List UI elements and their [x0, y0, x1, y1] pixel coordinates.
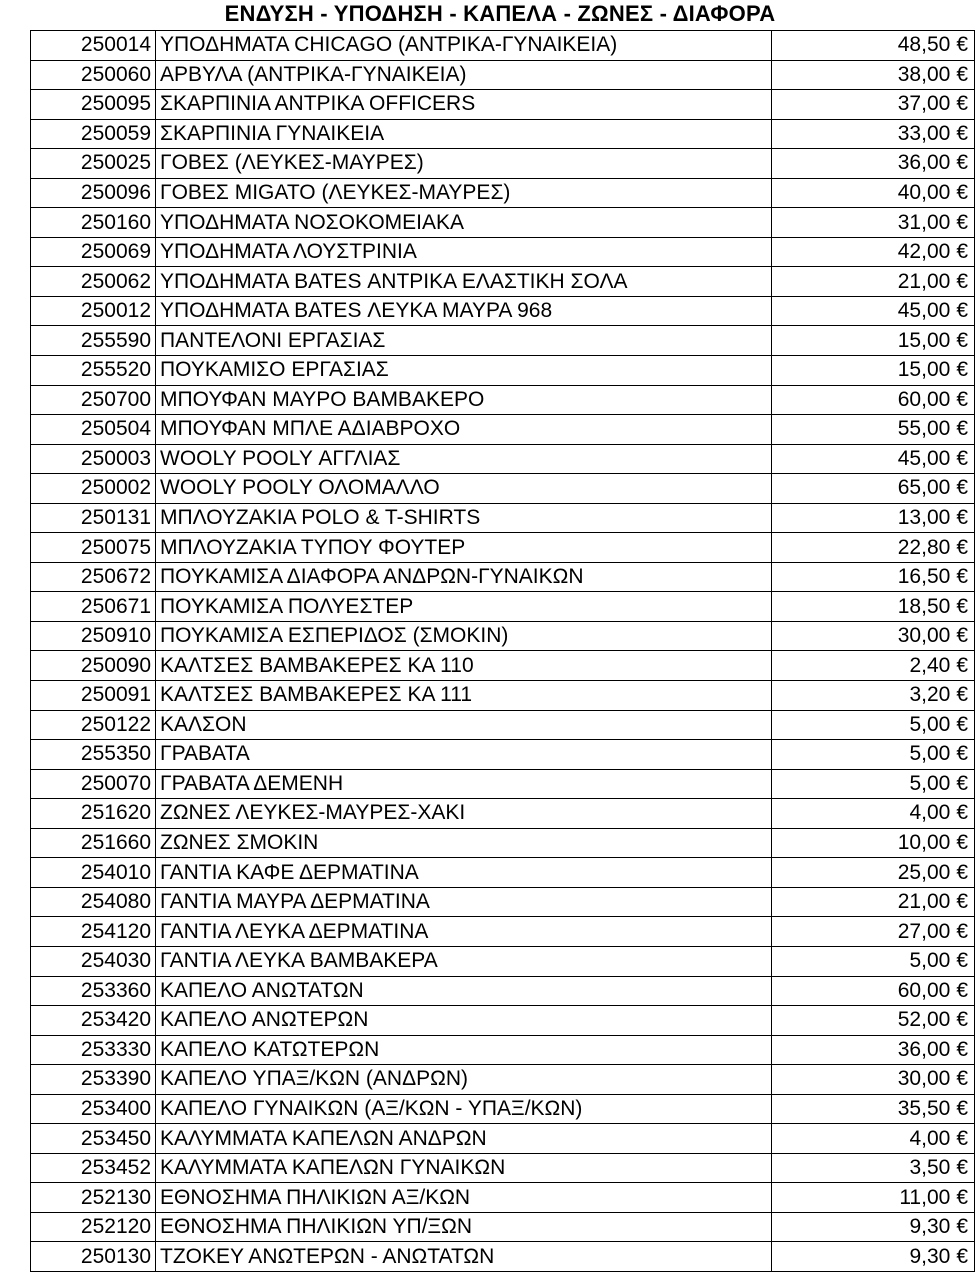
item-code: 250070 — [31, 769, 156, 799]
item-code: 254010 — [31, 858, 156, 888]
item-code: 251660 — [31, 828, 156, 858]
item-price: 11,00 — [899, 1185, 951, 1209]
item-code: 250091 — [31, 681, 156, 711]
item-description: ΣΚΑΡΠΙΝΙΑ ΑΝΤΡΙΚΑ OFFICERS — [156, 90, 772, 120]
item-code: 255520 — [31, 356, 156, 386]
euro-currency-symbol: € — [956, 121, 968, 145]
euro-currency-symbol: € — [956, 92, 968, 116]
item-price-cell — [772, 681, 975, 711]
item-code: 251620 — [31, 799, 156, 829]
item-price-cell — [772, 651, 975, 681]
table-row — [31, 1153, 975, 1183]
item-description: ΚΑΛΤΣΕΣ ΒΑΜΒΑΚΕΡΕΣ ΚΑ 110 — [156, 651, 772, 681]
item-code: 253452 — [31, 1153, 156, 1183]
table-row — [31, 740, 975, 770]
item-description: WOOLY POOLY ΟΛΟΜΑΛΛΟ — [156, 474, 772, 504]
item-price: 40,00 — [897, 181, 951, 204]
item-code: 250504 — [31, 415, 156, 445]
table-row — [31, 90, 975, 120]
item-description: ΚΑΛΥΜΜΑΤΑ ΚΑΠΕΛΩΝ ΓΥΝΑΙΚΩΝ — [156, 1153, 772, 1183]
item-code: 250059 — [31, 119, 156, 149]
table-row — [31, 1124, 975, 1154]
table-row — [31, 976, 975, 1006]
table-row — [31, 237, 975, 267]
item-price: 30,00 — [897, 1067, 951, 1091]
item-description: ΑΡΒΥΛΑ (ΑΝΤΡΙΚΑ-ΓΥΝΑΙΚΕΙΑ) — [156, 60, 772, 90]
euro-currency-symbol: € — [956, 1096, 968, 1120]
item-code: 255590 — [31, 326, 156, 356]
item-description: ΓΑΝΤΙΑ ΜΑΥΡΑ ΔΕΡΜΑΤΙΝΑ — [156, 887, 772, 917]
item-price: 9,30 — [909, 1244, 951, 1268]
item-description: ΚΑΛΥΜΜΑΤΑ ΚΑΠΕΛΩΝ ΑΝΔΡΩΝ — [156, 1124, 772, 1154]
item-price: 15,00 — [897, 328, 951, 352]
euro-currency-symbol: € — [956, 1215, 968, 1239]
item-description: ΓΑΝΤΙΑ ΛΕΥΚΑ ΒΑΜΒΑΚΕΡΑ — [156, 946, 772, 976]
table-row — [31, 1065, 975, 1095]
item-code: 250003 — [31, 444, 156, 474]
item-price: 30,00 — [897, 624, 951, 648]
item-code: 250122 — [31, 710, 156, 740]
table-row — [31, 1212, 975, 1242]
table-row — [31, 858, 975, 888]
euro-currency-symbol: € — [956, 417, 968, 441]
table-row — [31, 267, 975, 297]
table-row — [31, 444, 975, 474]
table-row — [31, 1183, 975, 1213]
table-row — [31, 296, 975, 326]
item-code: 250014 — [31, 31, 156, 61]
euro-currency-symbol: € — [956, 978, 968, 1002]
item-description: ΚΑΠΕΛΟ ΥΠΑΞ/ΚΩΝ (ΑΝΔΡΩΝ) — [156, 1065, 772, 1095]
item-price-cell — [772, 858, 975, 888]
item-code: 250095 — [31, 90, 156, 120]
item-price: 5,00 — [909, 949, 951, 973]
item-code: 250700 — [31, 385, 156, 415]
item-code: 253390 — [31, 1065, 156, 1095]
euro-currency-symbol: € — [956, 446, 968, 470]
table-row — [31, 799, 975, 829]
item-price: 38,00 — [897, 62, 951, 86]
euro-currency-symbol: € — [956, 594, 968, 618]
euro-currency-symbol: € — [956, 565, 968, 589]
item-description: ΓΡΑΒΑΤΑ — [156, 740, 772, 770]
item-price-cell — [772, 1006, 975, 1036]
euro-currency-symbol: € — [956, 1185, 968, 1209]
item-price-cell — [772, 60, 975, 90]
item-code: 250671 — [31, 592, 156, 622]
item-description: ΚΑΠΕΛΟ ΚΑΤΩΤΕΡΩΝ — [156, 1035, 772, 1065]
euro-currency-symbol: € — [956, 269, 968, 293]
table-row — [31, 356, 975, 386]
item-price: 31,00 — [897, 210, 951, 234]
item-price: 36,00 — [897, 1037, 951, 1061]
item-price-cell — [772, 444, 975, 474]
item-price-cell — [772, 356, 975, 386]
table-row — [31, 178, 975, 208]
table-row — [31, 208, 975, 238]
euro-currency-symbol: € — [956, 771, 968, 795]
euro-currency-symbol: € — [956, 1067, 968, 1091]
table-row — [31, 946, 975, 976]
item-price-cell — [772, 1065, 975, 1095]
euro-currency-symbol: € — [956, 1126, 968, 1150]
table-row — [31, 385, 975, 415]
item-price: 18,50 — [897, 594, 951, 618]
item-description: ΜΠΟΥΦΑΝ ΜΠΛΕ ΑΔΙΑΒΡΟΧΟ — [156, 415, 772, 445]
item-price-cell — [772, 976, 975, 1006]
item-description: ΠΟΥΚΑΜΙΣΑ ΔΙΑΦΟΡΑ ΑΝΔΡΩΝ-ΓΥΝΑΙΚΩΝ — [156, 562, 772, 592]
item-description: ΓΟΒΕΣ MIGATO (ΛΕΥΚΕΣ-ΜΑΥΡΕΣ) — [156, 178, 772, 208]
item-price-cell — [772, 1035, 975, 1065]
item-code: 255350 — [31, 740, 156, 770]
euro-currency-symbol: € — [956, 1244, 968, 1268]
table-row — [31, 1006, 975, 1036]
item-price-cell — [772, 1183, 975, 1213]
item-price-cell — [772, 1212, 975, 1242]
item-description: ΠΟΥΚΑΜΙΣΟ ΕΡΓΑΣΙΑΣ — [156, 356, 772, 386]
euro-currency-symbol: € — [956, 535, 968, 559]
item-price: 15,00 — [897, 358, 951, 382]
item-description: ΜΠΛΟΥΖΑΚΙΑ ΤΥΠΟΥ ΦΟΥΤΕΡ — [156, 533, 772, 563]
table-row — [31, 562, 975, 592]
page-title: ΕΝΔΥΣΗ - ΥΠΟΔΗΣΗ - ΚΑΠΕΛΑ - ΖΩΝΕΣ - ΔΙΑΦΟΡΑ — [224, 1, 776, 26]
item-price-cell — [772, 621, 975, 651]
table-row — [31, 60, 975, 90]
euro-currency-symbol: € — [956, 890, 968, 914]
euro-currency-symbol: € — [956, 949, 968, 973]
euro-currency-symbol: € — [956, 151, 968, 175]
item-price-cell — [772, 799, 975, 829]
item-price: 37,00 — [897, 92, 951, 116]
item-price: 22,80 — [897, 535, 951, 559]
table-row — [31, 592, 975, 622]
euro-currency-symbol: € — [956, 328, 968, 352]
item-description: ΤΖΟΚΕΥ ΑΝΩΤΕΡΩΝ - ΑΝΩΤΑΤΩΝ — [156, 1242, 772, 1272]
item-price: 5,00 — [909, 712, 951, 736]
euro-currency-symbol: € — [956, 210, 968, 234]
item-price-cell — [772, 592, 975, 622]
item-price: 48,50 — [897, 33, 951, 57]
euro-currency-symbol: € — [956, 358, 968, 382]
item-price: 55,00 — [897, 417, 951, 441]
item-price: 21,00 — [897, 890, 951, 914]
item-code: 250060 — [31, 60, 156, 90]
item-price-cell — [772, 90, 975, 120]
table-row — [31, 326, 975, 356]
item-price-cell — [772, 119, 975, 149]
item-description: ΓΡΑΒΑΤΑ ΔΕΜΕΝΗ — [156, 769, 772, 799]
item-code: 253420 — [31, 1006, 156, 1036]
table-row — [31, 621, 975, 651]
euro-currency-symbol: € — [956, 62, 968, 86]
table-row — [31, 119, 975, 149]
euro-currency-symbol: € — [956, 240, 968, 264]
euro-currency-symbol: € — [956, 1156, 968, 1180]
item-description: ΚΑΠΕΛΟ ΑΝΩΤΕΡΩΝ — [156, 1006, 772, 1036]
item-price-cell — [772, 178, 975, 208]
item-price-cell — [772, 503, 975, 533]
item-code: 253450 — [31, 1124, 156, 1154]
item-price-cell — [772, 385, 975, 415]
item-description: ΥΠΟΔΗΜΑΤΑ ΛΟΥΣΤΡΙΝΙΑ — [156, 237, 772, 267]
euro-currency-symbol: € — [956, 801, 968, 825]
item-description: ΚΑΠΕΛΟ ΓΥΝΑΙΚΩΝ (ΑΞ/ΚΩΝ - ΥΠΑΞ/ΚΩΝ) — [156, 1094, 772, 1124]
table-row — [31, 503, 975, 533]
item-price: 45,00 — [897, 299, 951, 323]
item-price: 4,00 — [909, 1126, 951, 1150]
item-code: 252120 — [31, 1212, 156, 1242]
item-price: 3,20 — [909, 683, 951, 707]
euro-currency-symbol: € — [956, 476, 968, 500]
item-description: ΥΠΟΔΗΜΑΤΑ ΝΟΣΟΚΟΜΕΙΑΚΑ — [156, 208, 772, 238]
euro-currency-symbol: € — [956, 1037, 968, 1061]
euro-currency-symbol: € — [956, 33, 968, 57]
euro-currency-symbol: € — [956, 712, 968, 736]
item-description: ΥΠΟΔΗΜΑΤΑ BATES ΑΝΤΡΙΚΑ ΕΛΑΣΤΙΚΗ ΣΟΛΑ — [156, 267, 772, 297]
item-description: ΚΑΛΤΣΕΣ ΒΑΜΒΑΚΕΡΕΣ ΚΑ 111 — [156, 681, 772, 711]
item-code: 250062 — [31, 267, 156, 297]
item-price: 35,50 — [897, 1096, 951, 1120]
item-description: ΚΑΠΕΛΟ ΑΝΩΤΑΤΩΝ — [156, 976, 772, 1006]
item-code: 250002 — [31, 474, 156, 504]
euro-currency-symbol: € — [956, 299, 968, 323]
item-price: 52,00 — [897, 1008, 951, 1032]
item-price-cell — [772, 326, 975, 356]
item-price-cell — [772, 1242, 975, 1272]
item-price-cell — [772, 267, 975, 297]
item-price: 5,00 — [909, 742, 951, 766]
euro-currency-symbol: € — [956, 1008, 968, 1032]
item-price: 21,00 — [897, 269, 951, 293]
item-code: 250096 — [31, 178, 156, 208]
item-description: ΜΠΟΥΦΑΝ ΜΑΥΡΟ ΒΑΜΒΑΚΕΡΟ — [156, 385, 772, 415]
item-price: 42,00 — [897, 240, 951, 264]
item-price-cell — [772, 946, 975, 976]
item-code: 253360 — [31, 976, 156, 1006]
item-description: ΓΑΝΤΙΑ ΚΑΦΕ ΔΕΡΜΑΤΙΝΑ — [156, 858, 772, 888]
item-price: 3,50 — [909, 1156, 951, 1180]
item-code: 250025 — [31, 149, 156, 179]
item-code: 250131 — [31, 503, 156, 533]
item-code: 250160 — [31, 208, 156, 238]
item-code: 253330 — [31, 1035, 156, 1065]
item-price: 2,40 — [909, 653, 951, 677]
item-code: 250672 — [31, 562, 156, 592]
item-price: 10,00 — [897, 831, 951, 855]
item-price: 60,00 — [897, 387, 951, 411]
item-price-cell — [772, 887, 975, 917]
item-price-cell — [772, 1124, 975, 1154]
euro-currency-symbol: € — [956, 683, 968, 707]
table-row — [31, 415, 975, 445]
item-code: 252130 — [31, 1183, 156, 1213]
item-price-cell — [772, 474, 975, 504]
item-code: 253400 — [31, 1094, 156, 1124]
item-price-cell — [772, 1153, 975, 1183]
item-price-cell — [772, 208, 975, 238]
item-description: ΓΟΒΕΣ (ΛΕΥΚΕΣ-ΜΑΥΡΕΣ) — [156, 149, 772, 179]
item-price: 65,00 — [897, 476, 951, 500]
euro-currency-symbol: € — [956, 860, 968, 884]
price-list-table — [30, 30, 975, 1272]
table-row — [31, 651, 975, 681]
item-description: ΥΠΟΔΗΜΑΤΑ CHICAGO (ΑΝΤΡΙΚΑ-ΓΥΝΑΙΚΕΙΑ) — [156, 31, 772, 61]
item-price-cell — [772, 769, 975, 799]
euro-currency-symbol: € — [956, 624, 968, 648]
item-price: 4,00 — [909, 801, 951, 825]
item-price: 13,00 — [897, 506, 951, 530]
item-description: ΠΟΥΚΑΜΙΣΑ ΕΣΠΕΡΙΔΟΣ (ΣΜΟΚΙΝ) — [156, 621, 772, 651]
table-row — [31, 681, 975, 711]
table-row — [31, 1094, 975, 1124]
item-price-cell — [772, 533, 975, 563]
item-price: 5,00 — [909, 771, 951, 795]
item-code: 254120 — [31, 917, 156, 947]
euro-currency-symbol: € — [956, 742, 968, 766]
item-price: 9,30 — [909, 1215, 951, 1239]
table-row — [31, 1242, 975, 1272]
item-price: 16,50 — [897, 565, 951, 589]
item-price-cell — [772, 237, 975, 267]
item-price-cell — [772, 710, 975, 740]
item-price: 45,00 — [897, 446, 951, 470]
item-price: 27,00 — [897, 919, 951, 943]
item-price-cell — [772, 917, 975, 947]
item-price-cell — [772, 1094, 975, 1124]
item-code: 250069 — [31, 237, 156, 267]
euro-currency-symbol: € — [956, 387, 968, 411]
table-row — [31, 769, 975, 799]
euro-currency-symbol: € — [956, 653, 968, 677]
item-description: ΕΘΝΟΣΗΜΑ ΠΗΛΙΚΙΩΝ ΥΠ/ΞΩΝ — [156, 1212, 772, 1242]
item-price-cell — [772, 296, 975, 326]
item-price: 33,00 — [897, 121, 951, 145]
item-code: 250012 — [31, 296, 156, 326]
table-row — [31, 887, 975, 917]
euro-currency-symbol: € — [956, 181, 968, 204]
item-description: ΖΩΝΕΣ ΣΜΟΚΙΝ — [156, 828, 772, 858]
item-price-cell — [772, 828, 975, 858]
item-description: WOOLY POOLY ΑΓΓΛΙΑΣ — [156, 444, 772, 474]
item-price-cell — [772, 415, 975, 445]
item-description: ΓΑΝΤΙΑ ΛΕΥΚΑ ΔΕΡΜΑΤΙΝΑ — [156, 917, 772, 947]
item-description: ΣΚΑΡΠΙΝΙΑ ΓΥΝΑΙΚΕΙΑ — [156, 119, 772, 149]
item-price-cell — [772, 31, 975, 61]
item-description: ΕΘΝΟΣΗΜΑ ΠΗΛΙΚΙΩΝ ΑΞ/ΚΩΝ — [156, 1183, 772, 1213]
item-price-cell — [772, 562, 975, 592]
item-price-cell — [772, 740, 975, 770]
item-code: 250090 — [31, 651, 156, 681]
table-row — [31, 474, 975, 504]
item-code: 250075 — [31, 533, 156, 563]
item-description: ΠΟΥΚΑΜΙΣΑ ΠΟΛΥΕΣΤΕΡ — [156, 592, 772, 622]
item-description: ΥΠΟΔΗΜΑΤΑ BATES ΛΕΥΚΑ ΜΑΥΡΑ 968 — [156, 296, 772, 326]
euro-currency-symbol: € — [956, 506, 968, 530]
price-list-body — [31, 31, 975, 1272]
table-row — [31, 1035, 975, 1065]
table-row — [31, 31, 975, 61]
item-price: 36,00 — [897, 151, 951, 175]
table-row — [31, 710, 975, 740]
table-row — [31, 828, 975, 858]
table-row — [31, 917, 975, 947]
item-price-cell — [772, 149, 975, 179]
item-description: ΖΩΝΕΣ ΛΕΥΚΕΣ-ΜΑΥΡΕΣ-ΧΑΚΙ — [156, 799, 772, 829]
item-price: 60,00 — [897, 978, 951, 1002]
item-description: ΚΑΛΣΟΝ — [156, 710, 772, 740]
item-description: ΜΠΛΟΥΖΑΚΙΑ POLO & T-SHIRTS — [156, 503, 772, 533]
item-description: ΠΑΝΤΕΛΟΝΙ ΕΡΓΑΣΙΑΣ — [156, 326, 772, 356]
euro-currency-symbol: € — [956, 831, 968, 855]
item-code: 250130 — [31, 1242, 156, 1272]
item-code: 254030 — [31, 946, 156, 976]
table-row — [31, 533, 975, 563]
item-price: 25,00 — [897, 860, 951, 884]
item-code: 250910 — [31, 621, 156, 651]
euro-currency-symbol: € — [956, 919, 968, 943]
table-row — [31, 149, 975, 179]
item-code: 254080 — [31, 887, 156, 917]
